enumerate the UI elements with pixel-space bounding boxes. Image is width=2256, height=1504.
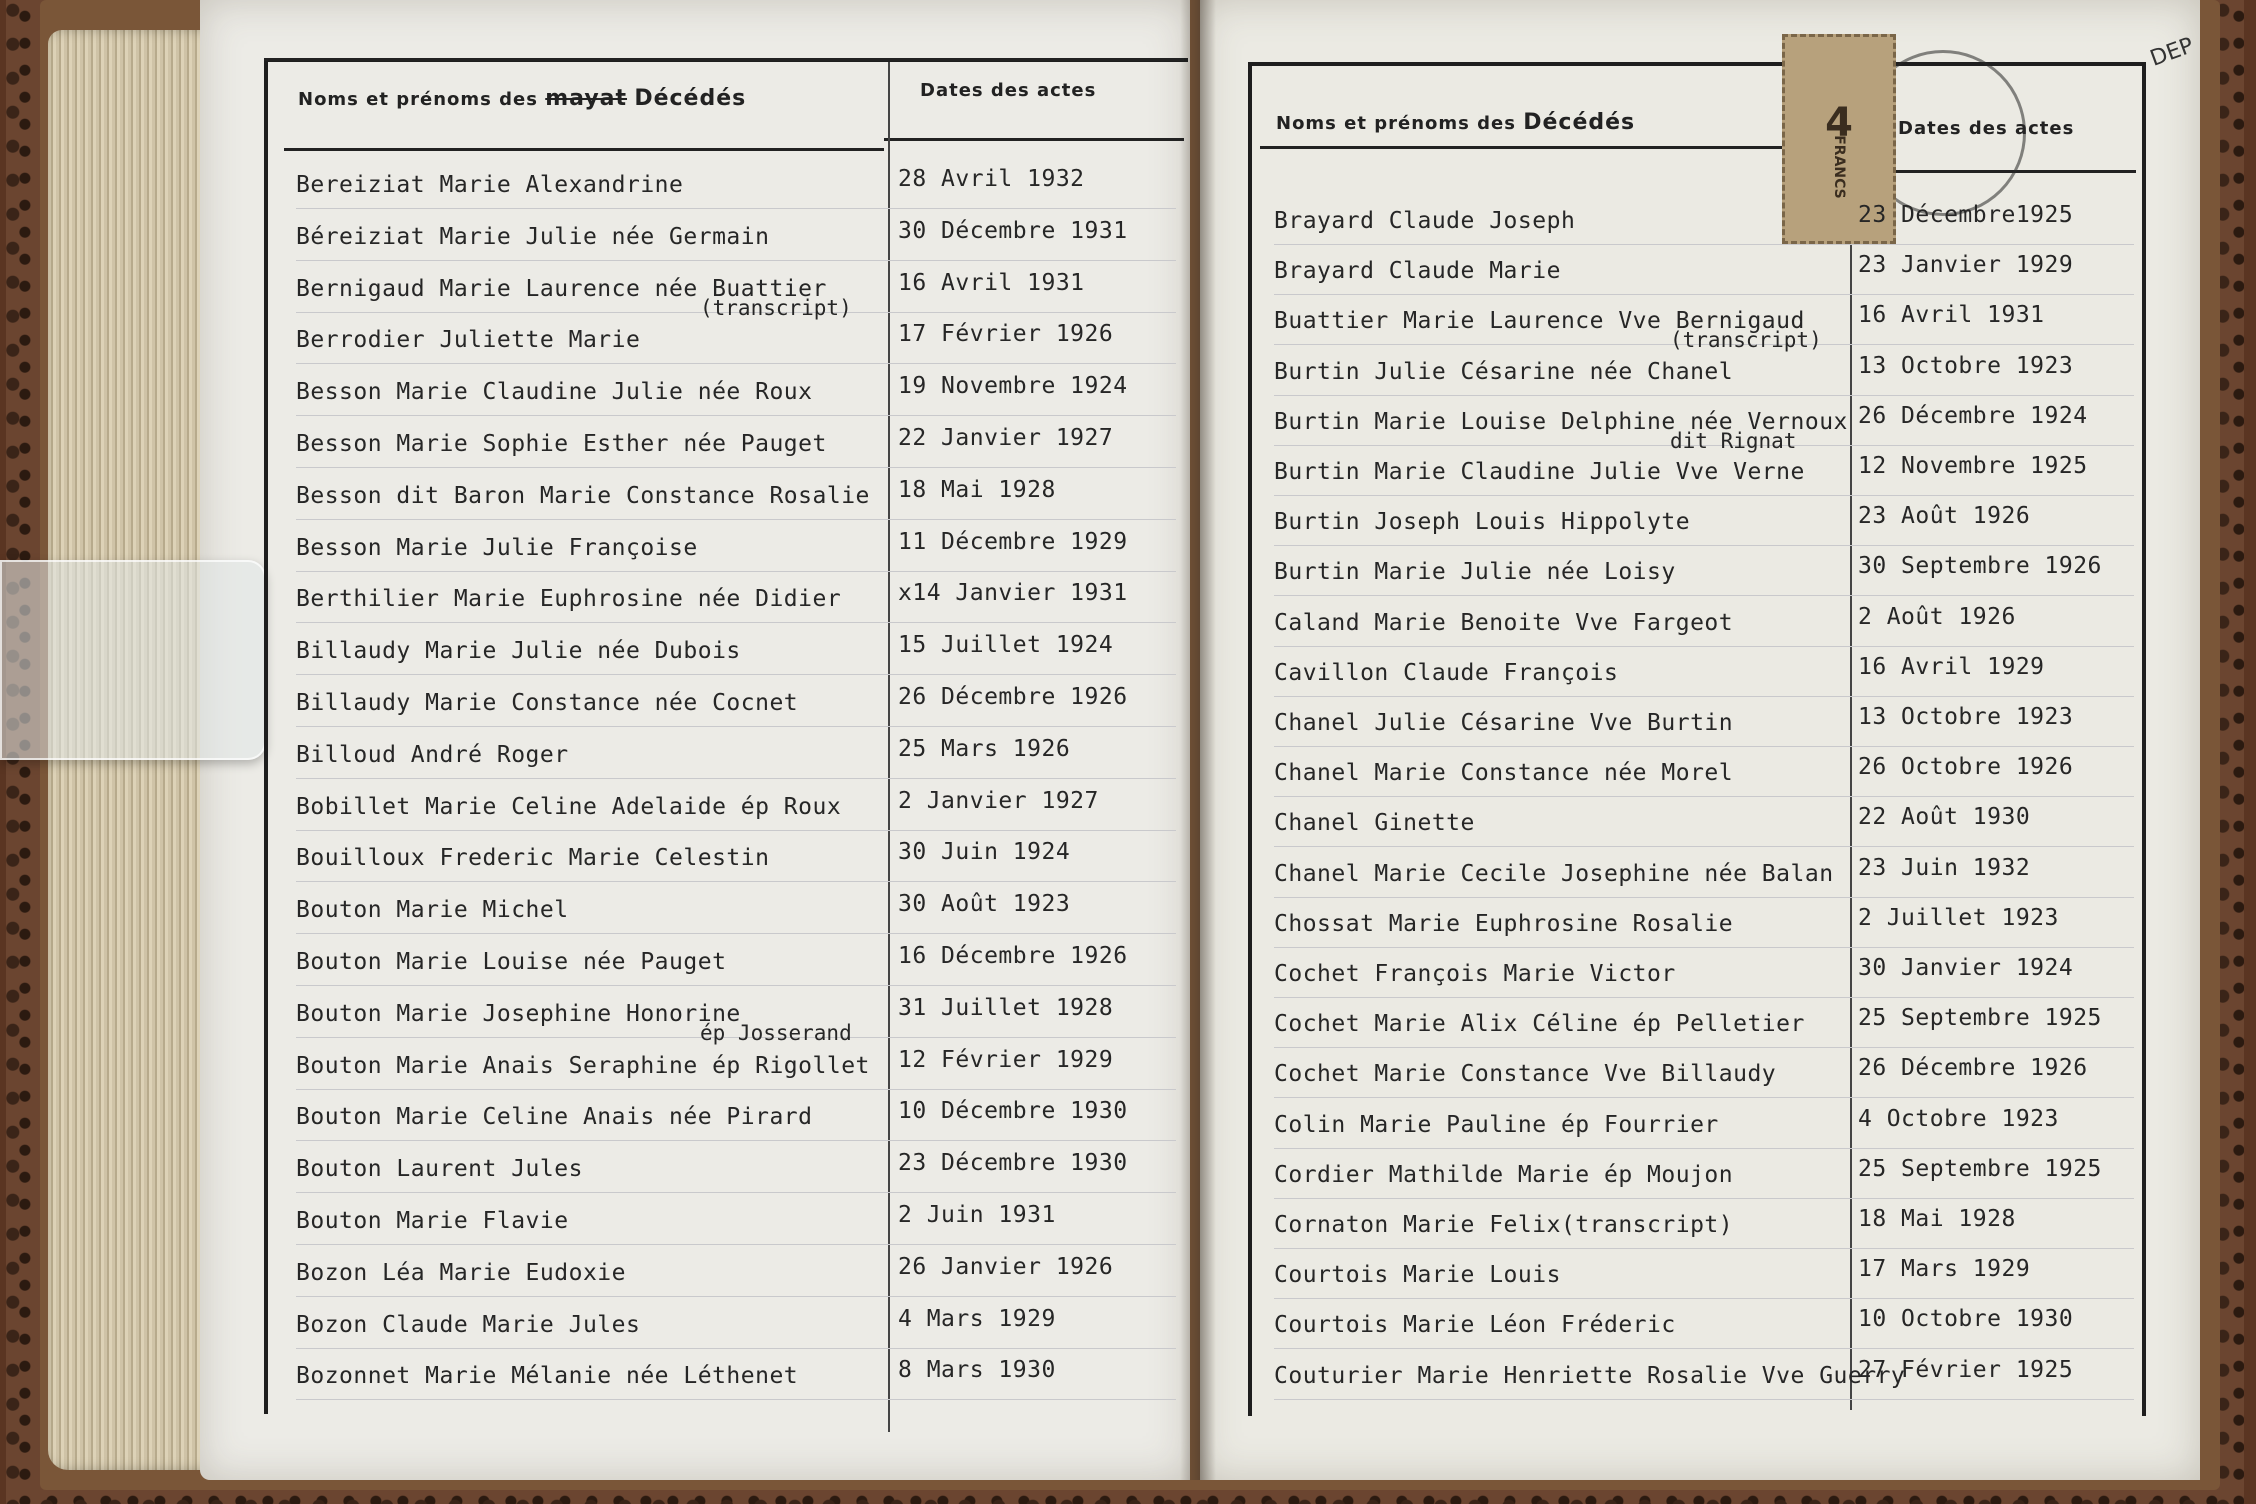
entry-name: Burtin Joseph Louis Hippolyte <box>1274 509 1691 536</box>
entry-date: 26 Janvier 1926 <box>898 1253 1114 1280</box>
left-header-top-rule <box>264 58 1184 61</box>
entry-name: Bozon Claude Marie Jules <box>296 1311 641 1338</box>
right-header-rule <box>1260 146 1860 149</box>
entry-name: Brayard Claude Joseph <box>1274 208 1576 234</box>
entry-date: 16 Avril 1931 <box>1858 302 2045 329</box>
entry-name: Courtois Marie Léon Fréderic <box>1274 1312 1676 1339</box>
entry-note: dit Rignat <box>1670 428 1797 453</box>
entry-name: Burtin Marie Claudine Julie Vve Verne <box>1274 459 1805 485</box>
row-rule <box>296 1399 1176 1400</box>
entry-date: 30 Juin 1924 <box>898 839 1071 866</box>
entry-name: Brayard Claude Marie <box>1274 258 1561 285</box>
entry-date: 13 Octobre 1923 <box>1858 704 2074 730</box>
entry-name: Bouton Marie Josephine Honorine <box>296 1000 741 1027</box>
corner-mark: DEP <box>2147 33 2198 72</box>
entry-name: Cornaton Marie Felix(transcript) <box>1274 1212 1734 1238</box>
row-rule <box>296 519 1176 520</box>
row-rule <box>1274 495 2134 496</box>
row-rule <box>1274 395 2134 396</box>
entry-date: 31 Juillet 1928 <box>898 994 1114 1021</box>
row-rule <box>1274 1298 2134 1299</box>
entry-name: Chanel Marie Constance née Morel <box>1274 760 1734 787</box>
row-rule <box>1274 846 2134 847</box>
stamp-label: FRANCS <box>1830 135 1847 199</box>
entry-name: Bereiziat Marie Alexandrine <box>296 172 684 198</box>
row-rule <box>1274 997 2134 998</box>
left-column-separator <box>888 62 890 1432</box>
entry-name: Bouilloux Frederic Marie Celestin <box>296 845 770 872</box>
entry-name: Besson dit Baron Marie Constance Rosalie <box>296 482 870 509</box>
right-header-names <box>1276 110 1635 135</box>
row-rule <box>296 571 1176 572</box>
row-rule <box>296 415 1176 416</box>
entry-note: (transcript) <box>1670 328 1822 353</box>
row-rule <box>1274 1097 2134 1098</box>
entry-date: 16 Décembre 1926 <box>898 943 1128 969</box>
entry-name: Cordier Mathilde Marie ép Moujon <box>1274 1161 1734 1188</box>
entry-date: 26 Octobre 1926 <box>1858 754 2074 781</box>
left-header-dates: Dates des actes <box>920 80 1097 101</box>
row-rule <box>1274 947 2134 948</box>
entry-date: 23 Août 1926 <box>1858 503 2031 530</box>
entry-name: Cochet Marie Alix Céline ép Pelletier <box>1274 1011 1805 1038</box>
entry-name: Berrodier Juliette Marie <box>296 327 641 354</box>
entry-date: 23 Juin 1932 <box>1858 854 2031 881</box>
left-header-deceased: Décédés <box>634 86 747 111</box>
entry-name: Chanel Ginette <box>1274 810 1475 837</box>
row-rule <box>296 1089 1176 1090</box>
entry-date: 26 Décembre 1926 <box>1858 1055 2088 1082</box>
entry-date: 27 Février 1925 <box>1858 1356 2074 1383</box>
row-rule <box>296 467 1176 468</box>
entry-date: 25 Septembre 1925 <box>1858 1005 2102 1032</box>
entry-name: Couturier Marie Henriette Rosalie Vve Guerry <box>1274 1362 1906 1389</box>
entry-date: 4 Mars 1929 <box>898 1305 1056 1332</box>
entry-date: 16 Avril 1931 <box>898 269 1085 296</box>
entry-date: 11 Décembre 1929 <box>898 528 1128 555</box>
entry-name: Chossat Marie Euphrosine Rosalie <box>1274 910 1734 937</box>
row-rule <box>1274 746 2134 747</box>
entry-name: Courtois Marie Louis <box>1274 1262 1561 1289</box>
row-rule <box>296 985 1176 986</box>
entry-date: 30 Septembre 1926 <box>1858 553 2102 580</box>
entry-name: Billoud André Roger <box>296 741 569 768</box>
entry-name: Cochet François Marie Victor <box>1274 961 1676 987</box>
entry-date: 23 Janvier 1929 <box>1858 252 2074 279</box>
entry-date: 23 Décembre 1930 <box>898 1150 1128 1177</box>
entry-name: Chanel Marie Cecile Josephine née Balan <box>1274 860 1834 887</box>
row-rule <box>296 830 1176 831</box>
stamp-value: 4 <box>1825 100 1853 146</box>
row-rule <box>1274 897 2134 898</box>
row-rule <box>296 1192 1176 1193</box>
entry-date: 2 Août 1926 <box>1858 603 2016 630</box>
entry-date: 23 Décembre1925 <box>1858 202 2074 228</box>
plastic-bookmark-tab <box>0 560 266 760</box>
entry-name: Chanel Julie Césarine Vve Burtin <box>1274 710 1734 736</box>
entry-name: Bouton Laurent Jules <box>296 1156 583 1183</box>
entry-date: 13 Octobre 1923 <box>1858 352 2074 379</box>
row-rule <box>1274 294 2134 295</box>
entry-name: Burtin Julie Césarine née Chanel <box>1274 358 1734 385</box>
row-rule <box>296 1348 1176 1349</box>
entry-date: 25 Septembre 1925 <box>1858 1155 2102 1182</box>
row-rule <box>1274 545 2134 546</box>
entry-date: 2 Juillet 1923 <box>1858 904 2059 931</box>
row-rule <box>296 1244 1176 1245</box>
row-rule <box>296 778 1176 779</box>
entry-name: Besson Marie Claudine Julie née Roux <box>296 379 813 406</box>
row-rule <box>296 933 1176 934</box>
entry-date: x14 Janvier 1931 <box>898 580 1128 607</box>
row-rule <box>296 1140 1176 1141</box>
entry-date: 18 Mai 1928 <box>898 476 1056 503</box>
entry-name: Bozonnet Marie Mélanie née Léthenet <box>296 1363 799 1390</box>
row-rule <box>296 1296 1176 1297</box>
entry-name: Billaudy Marie Julie née Dubois <box>296 638 741 665</box>
left-header-rule <box>284 148 884 151</box>
entry-note: ép Josserand <box>700 1020 852 1045</box>
row-rule <box>1274 1399 2134 1400</box>
right-column-separator <box>1850 140 1852 1410</box>
entry-name: Bouton Marie Louise née Pauget <box>296 949 727 975</box>
entry-name: Berthilier Marie Euphrosine née Didier <box>296 586 842 613</box>
entry-date: 26 Décembre 1926 <box>898 684 1128 710</box>
entry-date: 15 Juillet 1924 <box>898 632 1114 659</box>
row-rule <box>1274 595 2134 596</box>
left-header-names-text: Noms et prénoms des <box>298 89 538 110</box>
entry-date: 2 Janvier 1927 <box>898 787 1099 814</box>
entry-date: 8 Mars 1930 <box>898 1357 1056 1384</box>
row-rule <box>1274 1198 2134 1199</box>
right-header-deceased: Décédés <box>1523 110 1636 135</box>
entry-date: 12 Février 1929 <box>898 1046 1114 1073</box>
right-header-dates: Dates des actes <box>1898 118 2075 139</box>
row-rule <box>1274 1047 2134 1048</box>
entry-name: Bouton Marie Flavie <box>296 1208 569 1234</box>
entry-date: 2 Juin 1931 <box>898 1202 1056 1228</box>
entry-name: Buattier Marie Laurence Vve Bernigaud <box>1274 308 1805 335</box>
entry-date: 25 Mars 1926 <box>898 735 1071 762</box>
entry-date: 30 Août 1923 <box>898 891 1071 918</box>
entry-date: 10 Octobre 1930 <box>1858 1306 2074 1333</box>
row-rule <box>1274 1148 2134 1149</box>
entry-name: Bouton Marie Anais Seraphine ép Rigollet <box>296 1052 870 1079</box>
left-header-struck-word: mayat <box>545 86 628 111</box>
entry-name: Cochet Marie Constance Vve Billaudy <box>1274 1061 1777 1088</box>
entry-date: 28 Avril 1932 <box>898 166 1085 192</box>
entry-name: Billaudy Marie Constance née Cocnet <box>296 690 799 716</box>
row-rule <box>1274 1248 2134 1249</box>
right-header-names-text: Noms et prénoms des <box>1276 113 1516 134</box>
row-rule <box>1274 646 2134 647</box>
entry-name: Besson Marie Julie Françoise <box>296 534 698 561</box>
entry-date: 22 Août 1930 <box>1858 804 2031 831</box>
entry-name: Burtin Marie Julie née Loisy <box>1274 559 1676 586</box>
row-rule <box>296 622 1176 623</box>
entry-name: Bouton Marie Michel <box>296 897 569 924</box>
row-rule <box>296 726 1176 727</box>
entry-name: Besson Marie Sophie Esther née Pauget <box>296 431 827 457</box>
entry-date: 26 Décembre 1924 <box>1858 402 2088 429</box>
entry-name: Bozon Léa Marie Eudoxie <box>296 1259 626 1286</box>
entry-date: 30 Janvier 1924 <box>1858 955 2074 981</box>
entry-date: 17 Mars 1929 <box>1858 1256 2031 1283</box>
entry-name: Bouton Marie Celine Anais née Pirard <box>296 1104 813 1131</box>
entry-name: Colin Marie Pauline ép Fourrier <box>1274 1111 1719 1138</box>
row-rule <box>1274 696 2134 697</box>
left-header-rule-dates <box>884 138 1184 141</box>
row-rule <box>296 363 1176 364</box>
entry-note: (transcript) <box>700 295 852 320</box>
entry-name: Bobillet Marie Celine Adelaide ép Roux <box>296 793 842 820</box>
entry-name: Burtin Marie Louise Delphine née Vernoux <box>1274 408 1848 435</box>
left-header-names <box>298 86 746 111</box>
entry-date: 30 Décembre 1931 <box>898 217 1128 244</box>
entry-date: 10 Décembre 1930 <box>898 1098 1128 1125</box>
row-rule <box>1274 244 2134 245</box>
entry-name: Caland Marie Benoite Vve Fargeot <box>1274 609 1734 636</box>
entry-date: 16 Avril 1929 <box>1858 653 2045 680</box>
entry-name: Cavillon Claude François <box>1274 659 1619 686</box>
row-rule <box>296 674 1176 675</box>
row-rule <box>1274 1348 2134 1349</box>
row-rule <box>1274 796 2134 797</box>
entry-date: 19 Novembre 1924 <box>898 373 1128 400</box>
entry-date: 18 Mai 1928 <box>1858 1206 2016 1232</box>
entry-name: Bernigaud Marie Laurence née Buattier <box>296 275 827 302</box>
entry-date: 12 Novembre 1925 <box>1858 453 2088 479</box>
row-rule <box>296 208 1176 209</box>
entry-date: 17 Février 1926 <box>898 321 1114 348</box>
entry-date: 22 Janvier 1927 <box>898 425 1114 451</box>
entry-date: 4 Octobre 1923 <box>1858 1105 2059 1132</box>
entry-name: Béreiziat Marie Julie née Germain <box>296 223 770 250</box>
row-rule <box>296 881 1176 882</box>
row-rule <box>296 260 1176 261</box>
